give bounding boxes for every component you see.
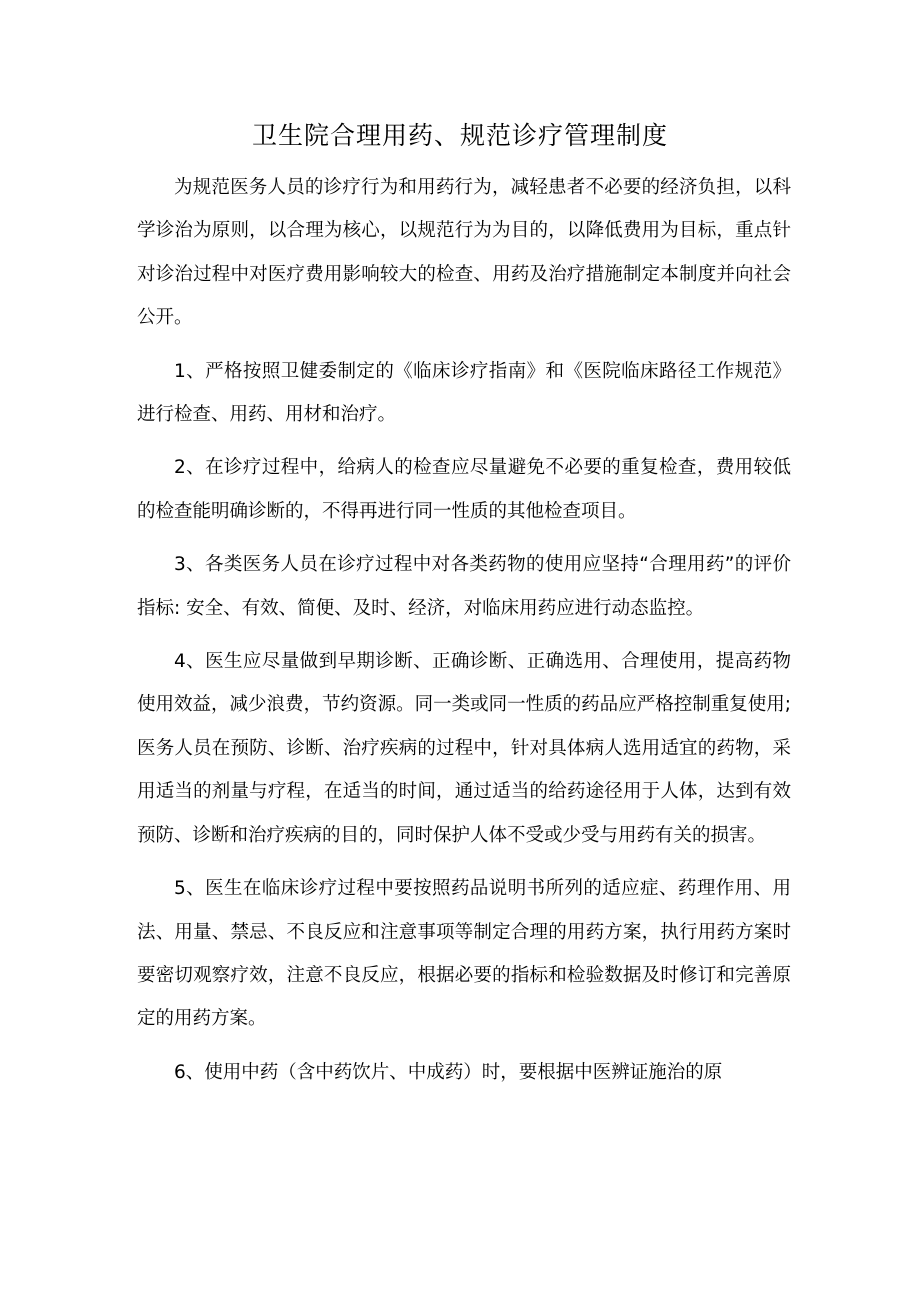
paragraph-item-1: 1、严格按照卫健委制定的《临床诊疗指南》和《医院临床路径工作规范》进行检查、用药、用材和治疗。	[137, 360, 791, 426]
paragraph-item-2: 2、在诊疗过程中，给病人的检查应尽量避免不必要的重复检查，费用较低的检查能明确诊断的，不得再进行同一性质的其他检查项目。	[137, 457, 791, 522]
paragraph-intro: 为规范医务人员的诊疗行为和用药行为，减轻患者不必要的经济负担，以科学诊治为原则，以合理为核心，以规范行为为目的，以降低费用为目标，重点针对诊治过程中对医疗费用影响较大的检查、用药及治疗措施制定本制度并向社会公开。	[137, 177, 791, 329]
paragraph-item-3: 3、各类医务人员在诊疗过程中对各类药物的使用应坚持“合理用药”的评价指标: 安全、有效、简便、及时、经济，对临床用药应进行动态监控。	[137, 554, 791, 619]
document-body	[137, 166, 791, 1104]
paragraph-item-6: 6、使用中药（含中药饮片、中成药）时，要根据中医辨证施治的原	[174, 1061, 723, 1083]
paragraph-item-5: 5、医生在临床诊疗过程中要按照药品说明书所列的适应症、药理作用、用法、用量、禁忌、不良反应和注意事项等制定合理的用药方案，执行用药方案时要密切观察疗效，注意不良反应，根据必要的指标和检验数据及时修订和完善原定的用药方案。	[137, 878, 791, 1030]
document-title: 卫生院合理用药、规范诊疗管理制度	[251, 121, 668, 150]
paragraph-item-4: 4、医生应尽量做到早期诊断、正确诊断、正确选用、合理使用，提高药物使用效益，减少浪费，节约资源。同一类或同一性质的药品应严格控制重复使用;医务人员在预防、诊断、治疗疾病的过程中，针对具体病人选用适宜的药物，采用适当的剂量与疗程，在适当的时间，通过适当的给药途径用于人体，达到有效预防、诊断和治疗疾病的目的，同时保护人体不受或少受与用药有关的损害。	[137, 651, 791, 846]
